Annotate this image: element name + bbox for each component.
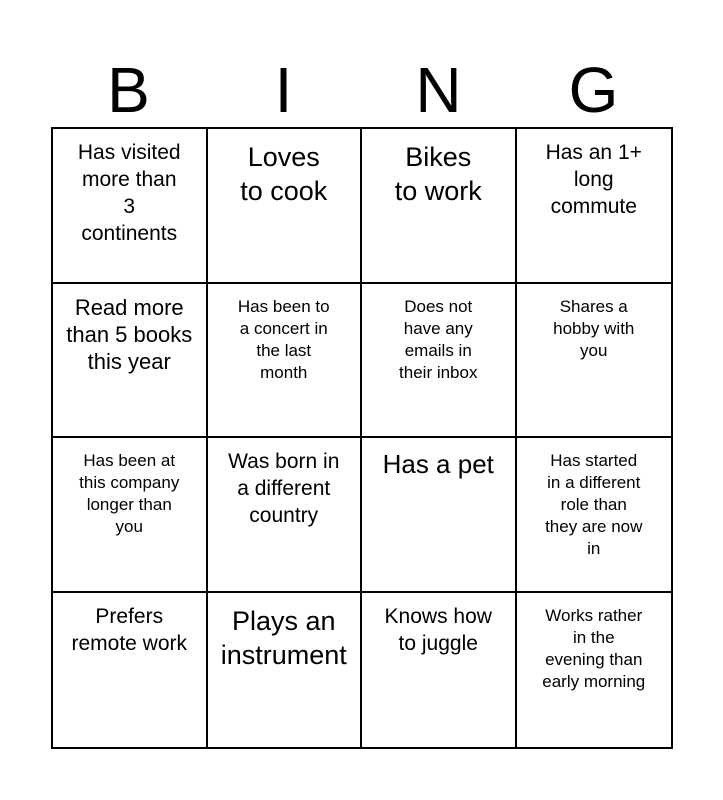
- cell-text: Has started in a different role than they are now in: [545, 451, 643, 558]
- cell-text: Was born in a different country: [228, 450, 340, 527]
- header-letter-b: B: [107, 54, 150, 126]
- bingo-cell[interactable]: [362, 284, 517, 439]
- bingo-cell[interactable]: [208, 438, 363, 593]
- cell-text: Shares a hobby with you: [553, 296, 635, 360]
- header-letter-n: N: [415, 54, 462, 126]
- bingo-cell[interactable]: [362, 593, 517, 748]
- bingo-cell[interactable]: [208, 129, 363, 284]
- bingo-header: [51, 52, 671, 128]
- cell-text: Bikes to work: [394, 142, 482, 206]
- header-letter-g: G: [568, 54, 619, 126]
- bingo-cell[interactable]: [53, 593, 208, 748]
- cell-text: Loves to cook: [240, 142, 328, 206]
- cell-text: Has been at this company longer than you: [79, 451, 180, 536]
- bingo-cell[interactable]: [362, 129, 517, 284]
- cell-text: Has visited more than 3 continents: [77, 141, 181, 245]
- cell-text: Has been to a concert in the last month: [237, 296, 330, 382]
- bingo-cell[interactable]: [517, 593, 672, 748]
- bingo-cell[interactable]: [53, 284, 208, 439]
- bingo-cell[interactable]: [362, 438, 517, 593]
- cell-text: Prefers remote work: [71, 604, 188, 655]
- bingo-cell[interactable]: [53, 438, 208, 593]
- bingo-cell[interactable]: [53, 129, 208, 284]
- bingo-cell[interactable]: [517, 129, 672, 284]
- bingo-card: [51, 127, 673, 749]
- cell-text: Read more than 5 books this year: [66, 294, 193, 374]
- bingo-cell[interactable]: [208, 284, 363, 439]
- cell-text: Works rather in the evening than early morning: [542, 605, 646, 691]
- header-letter-i: I: [274, 54, 293, 126]
- cell-text: Has an 1+ long commute: [545, 141, 642, 218]
- cell-text: Plays an instrument: [220, 605, 347, 670]
- cell-text: Has a pet: [382, 449, 494, 479]
- cell-text: Knows how to juggle: [384, 604, 492, 655]
- bingo-cell[interactable]: [208, 593, 363, 748]
- bingo-cell[interactable]: [517, 438, 672, 593]
- bingo-cell[interactable]: [517, 284, 672, 439]
- cell-text: Does not have any emails in their inbox: [399, 296, 478, 382]
